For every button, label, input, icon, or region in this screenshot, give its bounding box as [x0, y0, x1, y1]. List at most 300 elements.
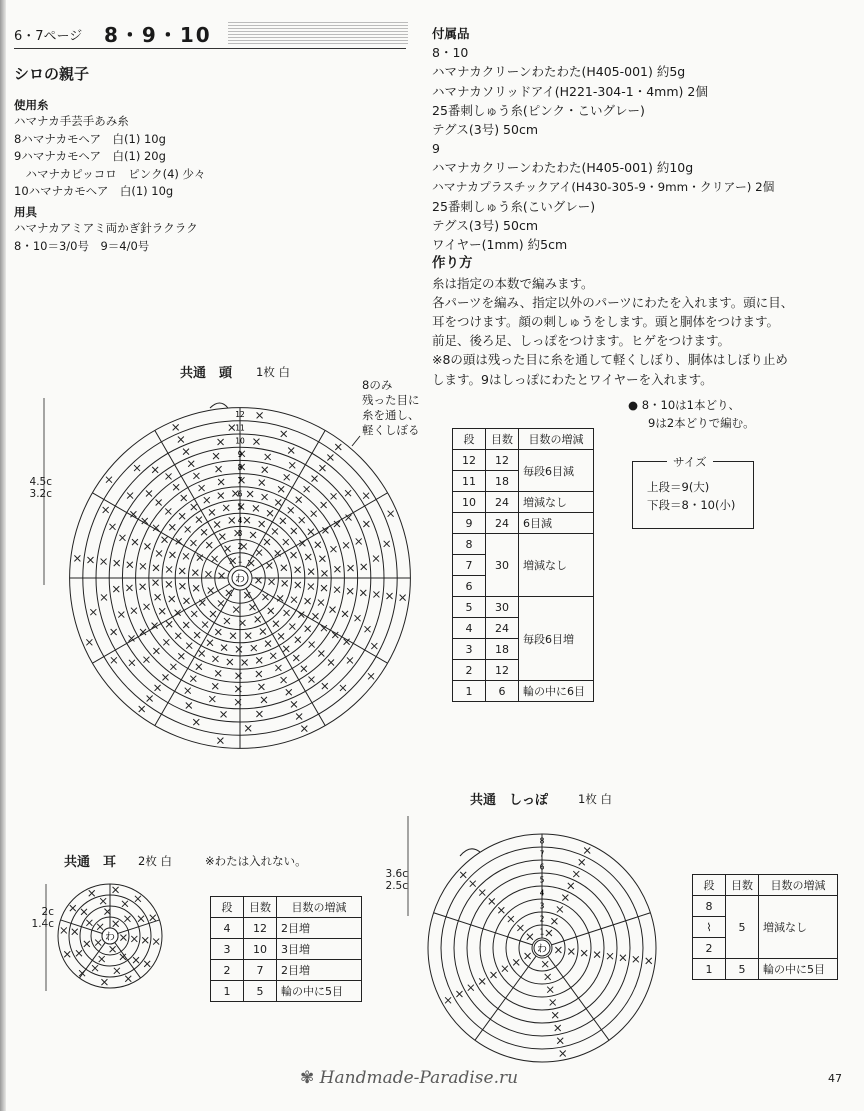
table-cell: 2 — [453, 660, 486, 681]
pattern-numbers: 8・9・10 — [104, 23, 212, 47]
tools-line: 8・10＝3/0号 9＝4/0号 — [14, 238, 150, 253]
magic-ring-label: わ — [105, 932, 115, 943]
head-dim-large: 4.5c — [29, 476, 52, 488]
single-crochet-symbol — [101, 594, 107, 600]
tools-heading: 用具 — [14, 205, 37, 219]
table-cell: 6 — [486, 681, 519, 702]
single-crochet-symbol — [513, 959, 519, 965]
method-line: 前足、後ろ足、しっぽをつけます。ヒゲをつけます。 — [432, 333, 731, 349]
accessory-line: ハマナカクリーンわたわた(H405-001) 約10g — [432, 160, 694, 176]
single-crochet-symbol — [275, 665, 281, 671]
head-note-line: 8のみ — [362, 378, 393, 392]
row-number-label: 1 — [539, 927, 545, 937]
strands-note — [628, 396, 755, 432]
single-crochet-symbol — [84, 941, 90, 947]
single-crochet-symbol — [305, 626, 311, 632]
single-crochet-symbol — [134, 465, 140, 471]
single-crochet-symbol — [139, 706, 145, 712]
single-crochet-symbol — [101, 559, 107, 565]
spoke-line — [92, 584, 229, 663]
table-cell: 8 — [693, 896, 726, 917]
single-crochet-symbol — [127, 562, 133, 568]
head-note-line: 糸を通し、 — [362, 408, 420, 422]
table-cell: 12 — [486, 450, 519, 471]
single-crochet-symbol — [568, 949, 574, 955]
single-crochet-symbol — [295, 637, 301, 643]
table-cell: 30 — [486, 597, 519, 618]
start-marker-arc — [210, 403, 228, 408]
accessory-line: ハマナカプラスチックアイ(H430-305-9・9mm・クリアー) 2個 — [432, 179, 775, 194]
single-crochet-symbol — [594, 952, 600, 958]
single-crochet-symbol — [79, 970, 85, 976]
pattern-title: シロの親子 — [14, 65, 90, 83]
single-crochet-symbol — [335, 444, 341, 450]
single-crochet-symbol — [261, 697, 267, 703]
single-crochet-symbol — [400, 595, 406, 601]
single-crochet-symbol — [173, 484, 179, 490]
single-crochet-symbol — [197, 555, 203, 561]
single-crochet-symbol — [244, 517, 250, 523]
row-number-label: 3 — [539, 901, 545, 911]
table-header-cell: 段 — [693, 875, 726, 896]
size-line: 上段＝9(大) — [647, 480, 710, 494]
single-crochet-symbol — [76, 950, 82, 956]
single-crochet-symbol — [268, 608, 274, 614]
single-crochet-symbol — [227, 659, 233, 665]
row-number-label: 3 — [237, 529, 243, 538]
single-crochet-symbol — [185, 526, 191, 532]
single-crochet-symbol — [140, 563, 146, 569]
single-crochet-symbol — [319, 465, 325, 471]
single-crochet-symbol — [218, 479, 224, 485]
single-crochet-symbol — [153, 939, 159, 945]
single-crochet-symbol — [153, 580, 159, 586]
single-crochet-symbol — [283, 646, 289, 652]
table-cell: 24 — [486, 492, 519, 513]
single-crochet-symbol — [555, 947, 561, 953]
single-crochet-symbol — [114, 560, 120, 566]
row-number-label: 7 — [539, 849, 545, 859]
single-crochet-symbol — [214, 521, 220, 527]
row-number-label: 5 — [539, 875, 545, 885]
page-reference: 6・7ページ — [14, 29, 83, 44]
single-crochet-symbol — [311, 511, 317, 517]
single-crochet-symbol — [284, 610, 290, 616]
single-crochet-symbol — [70, 905, 76, 911]
single-crochet-symbol — [150, 915, 156, 921]
single-crochet-symbol — [579, 859, 585, 865]
yarn-line: ハマナカピッコロ ピンク(4) 少々 — [14, 166, 206, 181]
single-crochet-symbol — [236, 646, 242, 652]
single-crochet-symbol — [247, 491, 253, 497]
single-crochet-symbol — [218, 600, 224, 606]
method-line: します。9はしっぽにわたとワイヤーを入れます。 — [432, 371, 713, 387]
single-crochet-symbol — [86, 639, 92, 645]
single-crochet-symbol — [183, 553, 189, 559]
single-crochet-symbol — [124, 916, 130, 922]
single-crochet-symbol — [155, 594, 161, 600]
single-crochet-symbol — [152, 467, 158, 473]
magic-ring-label: わ — [235, 574, 245, 585]
single-crochet-symbol — [265, 641, 271, 647]
single-crochet-symbol — [295, 582, 301, 588]
single-crochet-symbol — [291, 597, 297, 603]
single-crochet-symbol — [277, 595, 283, 601]
single-crochet-symbol — [259, 521, 265, 527]
table-header-cell: 段 — [211, 897, 244, 918]
single-crochet-symbol — [185, 688, 191, 694]
yarn-heading: 使用糸 — [14, 98, 49, 112]
table-row — [453, 534, 594, 555]
table-row — [693, 896, 838, 917]
table-cell: 18 — [486, 471, 519, 492]
single-crochet-symbol — [64, 951, 70, 957]
single-crochet-symbol — [194, 632, 200, 638]
single-crochet-symbol — [355, 615, 361, 621]
single-crochet-symbol — [584, 847, 590, 853]
table-cell: 10 — [244, 939, 277, 960]
table-row — [453, 492, 594, 513]
single-crochet-symbol — [295, 567, 301, 573]
single-crochet-symbol — [282, 580, 288, 586]
head-chart — [30, 380, 430, 760]
single-crochet-symbol — [264, 539, 270, 545]
spoke-line — [250, 493, 387, 572]
single-crochet-symbol — [142, 937, 148, 943]
single-crochet-symbol — [527, 934, 533, 940]
single-crochet-symbol — [289, 624, 295, 630]
single-crochet-symbol — [127, 493, 133, 499]
single-crochet-symbol — [517, 925, 523, 931]
accessory-line: ワイヤー(1mm) 約5cm — [432, 237, 568, 253]
single-crochet-symbol — [95, 940, 101, 946]
tools-line: ハマナカアミアミ両かぎ針ラクラク — [14, 221, 198, 235]
single-crochet-symbol — [223, 505, 229, 511]
single-crochet-symbol — [368, 673, 374, 679]
row-number-label: 4 — [539, 888, 545, 898]
single-crochet-symbol — [101, 979, 107, 985]
single-crochet-symbol — [345, 490, 351, 496]
table-cell: 6 — [453, 576, 486, 597]
single-crochet-symbol — [81, 909, 87, 915]
single-crochet-symbol — [371, 643, 377, 649]
single-crochet-symbol — [131, 608, 137, 614]
single-crochet-symbol — [260, 629, 266, 635]
table-cell: 輪の中に5目 — [759, 959, 838, 980]
single-crochet-symbol — [347, 588, 353, 594]
accessory-line: ハマナカソリッドアイ(H221-304-1・4mm) 2個 — [432, 83, 708, 99]
single-crochet-symbol — [363, 493, 369, 499]
single-crochet-symbol — [296, 497, 302, 503]
single-crochet-symbol — [212, 683, 218, 689]
table-header-row — [211, 897, 362, 918]
accessories-heading: 付属品 — [432, 26, 470, 41]
single-crochet-symbol — [229, 425, 235, 431]
single-crochet-symbol — [144, 961, 150, 967]
single-crochet-symbol — [445, 997, 451, 1003]
table-cell: 2目増 — [277, 918, 362, 939]
single-crochet-symbol — [281, 677, 287, 683]
single-crochet-symbol — [221, 711, 227, 717]
single-crochet-symbol — [199, 485, 205, 491]
head-title: 共通 頭 — [180, 366, 233, 381]
table-header-cell: 目数 — [726, 875, 759, 896]
single-crochet-symbol — [113, 921, 119, 927]
tail-count: 1枚 白 — [578, 792, 612, 806]
single-crochet-symbol — [207, 640, 213, 646]
single-crochet-symbol — [186, 643, 192, 649]
table-row — [211, 939, 362, 960]
size-box — [632, 455, 754, 529]
ear-note: ※わたは入れない。 — [205, 854, 307, 868]
accessory-line: 8・10 — [432, 45, 469, 61]
single-crochet-symbol — [328, 660, 334, 666]
row-number-label: 2 — [539, 914, 545, 924]
single-crochet-symbol — [166, 621, 172, 627]
single-crochet-symbol — [330, 546, 336, 552]
single-crochet-symbol — [196, 517, 202, 523]
head-note-line: 軽くしぼる — [362, 423, 420, 437]
single-crochet-symbol — [272, 528, 278, 534]
single-crochet-symbol — [229, 517, 235, 523]
tail-dim-large: 3.6c — [385, 868, 408, 880]
single-crochet-symbol — [242, 659, 248, 665]
table-cell: 12 — [453, 450, 486, 471]
single-crochet-symbol — [373, 591, 379, 597]
single-crochet-symbol — [100, 898, 106, 904]
strands-note-line: 8・10は1本どり、 — [641, 398, 740, 412]
single-crochet-symbol — [143, 657, 149, 663]
single-crochet-symbol — [498, 907, 504, 913]
yarn-ball-icon: ✾ — [300, 1068, 315, 1088]
single-crochet-symbol — [360, 590, 366, 596]
single-crochet-symbol — [334, 566, 340, 572]
single-crochet-symbol — [122, 901, 128, 907]
single-crochet-symbol — [581, 950, 587, 956]
single-crochet-symbol — [133, 957, 139, 963]
single-crochet-symbol — [340, 685, 346, 691]
single-crochet-symbol — [296, 713, 302, 719]
single-crochet-symbol — [186, 703, 192, 709]
single-crochet-symbol — [219, 534, 225, 540]
single-crochet-symbol — [555, 1025, 561, 1031]
single-crochet-symbol — [99, 956, 105, 962]
single-crochet-symbol — [86, 920, 92, 926]
row-number-label: 11 — [235, 423, 245, 433]
single-crochet-symbol — [103, 507, 109, 513]
single-crochet-symbol — [562, 895, 568, 901]
single-crochet-symbol — [61, 927, 67, 933]
table-row — [211, 918, 362, 939]
single-crochet-symbol — [288, 507, 294, 513]
table-cell: 5 — [244, 981, 277, 1002]
spoke-line — [552, 913, 651, 945]
table-cell: 毎段6目減 — [519, 450, 594, 492]
single-crochet-symbol — [89, 890, 95, 896]
table-cell: 輪の中に6目 — [519, 681, 594, 702]
single-crochet-symbol — [275, 500, 281, 506]
single-crochet-symbol — [193, 719, 199, 725]
accessory-line: テグス(3号) 50cm — [432, 122, 539, 138]
single-crochet-symbol — [265, 454, 271, 460]
single-crochet-symbol — [322, 683, 328, 689]
table-cell: 4 — [211, 918, 244, 939]
single-crochet-symbol — [299, 517, 305, 523]
single-crochet-symbol — [162, 537, 168, 543]
single-crochet-symbol — [257, 412, 263, 418]
single-crochet-symbol — [312, 613, 318, 619]
size-box-title: サイズ — [667, 454, 713, 470]
table-cell: 3 — [211, 939, 244, 960]
head-note-line: 残った目に — [362, 393, 420, 407]
table-cell: 毎段6目増 — [519, 597, 594, 681]
spoke-line — [61, 920, 103, 934]
single-crochet-symbol — [347, 657, 353, 663]
table-header-cell: 目数 — [244, 897, 277, 918]
header-divider — [14, 48, 406, 49]
single-crochet-symbol — [330, 607, 336, 613]
single-crochet-symbol — [256, 657, 262, 663]
single-crochet-symbol — [502, 966, 508, 972]
single-crochet-symbol — [205, 571, 211, 577]
single-crochet-symbol — [560, 1050, 566, 1056]
single-crochet-symbol — [305, 554, 311, 560]
single-crochet-symbol — [191, 504, 197, 510]
single-crochet-symbol — [301, 666, 307, 672]
table-cell: 7 — [453, 555, 486, 576]
table-cell: 増減なし — [519, 534, 594, 597]
table-row — [453, 597, 594, 618]
single-crochet-symbol — [126, 585, 132, 591]
table-header-cell: 段 — [453, 429, 486, 450]
single-crochet-symbol — [163, 639, 169, 645]
row-number-label: 8 — [539, 836, 545, 846]
single-crochet-symbol — [551, 918, 557, 924]
tail-title: 共通 しっぽ — [470, 793, 549, 808]
single-crochet-symbol — [291, 528, 297, 534]
single-crochet-symbol — [525, 953, 531, 959]
single-crochet-symbol — [213, 453, 219, 459]
table-cell: 30 — [486, 534, 519, 597]
single-crochet-symbol — [192, 570, 198, 576]
single-crochet-symbol — [193, 473, 199, 479]
accessory-line: 25番刺しゅう糸(こいグレー) — [432, 198, 596, 214]
single-crochet-symbol — [468, 985, 474, 991]
method-line: 各パーツを編み、指定以外のパーツにわたを入れます。頭に目、 — [432, 294, 794, 310]
single-crochet-symbol — [245, 633, 251, 639]
single-crochet-symbol — [343, 542, 349, 548]
single-crochet-symbol — [286, 689, 292, 695]
table-cell: 輪の中に5目 — [277, 981, 362, 1002]
row-number-label: 8 — [237, 463, 243, 472]
table-cell: 12 — [486, 660, 519, 681]
single-crochet-symbol — [132, 539, 138, 545]
single-crochet-symbol — [153, 648, 159, 654]
single-crochet-symbol — [542, 961, 548, 967]
single-crochet-symbol — [508, 916, 514, 922]
yarn-line: ハマナカ手芸手あみ糸 — [14, 114, 129, 128]
table-cell: 18 — [486, 639, 519, 660]
single-crochet-symbol — [109, 524, 115, 530]
single-crochet-symbol — [256, 550, 262, 556]
method-line: ※8の頭は残った目に糸を通して軽くしぼり、胴体はしぼり止め — [432, 352, 788, 368]
single-crochet-symbol — [178, 437, 184, 443]
spoke-line — [246, 430, 325, 567]
single-crochet-symbol — [159, 608, 165, 614]
single-crochet-symbol — [169, 552, 175, 558]
single-crochet-symbol — [72, 929, 78, 935]
single-crochet-symbol — [175, 633, 181, 639]
table-cell: 増減なし — [519, 492, 594, 513]
single-crochet-symbol — [552, 1012, 558, 1018]
single-crochet-symbol — [278, 633, 284, 639]
single-crochet-symbol — [166, 473, 172, 479]
single-crochet-symbol — [120, 935, 126, 941]
single-crochet-symbol — [114, 968, 120, 974]
table-cell: 1 — [693, 959, 726, 980]
single-crochet-symbol — [267, 510, 273, 516]
spoke-line — [155, 588, 234, 725]
single-crochet-symbol — [110, 946, 116, 952]
single-crochet-symbol — [106, 477, 112, 483]
single-crochet-symbol — [156, 550, 162, 556]
single-crochet-symbol — [557, 906, 563, 912]
single-crochet-symbol — [547, 987, 553, 993]
table-cell: 4 — [453, 618, 486, 639]
tail-dim-small: 2.5c — [385, 880, 408, 892]
single-crochet-symbol — [270, 653, 276, 659]
single-crochet-symbol — [146, 490, 152, 496]
table-cell: 5 — [726, 896, 759, 959]
single-crochet-symbol — [204, 497, 210, 503]
single-crochet-symbol — [309, 642, 315, 648]
single-crochet-symbol — [233, 607, 239, 613]
table-cell: 12 — [244, 918, 277, 939]
single-crochet-symbol — [74, 555, 80, 561]
single-crochet-symbol — [144, 604, 150, 610]
table-cell: 9 — [453, 513, 486, 534]
single-crochet-symbol — [212, 656, 218, 662]
single-crochet-symbol — [573, 871, 579, 877]
ear-title: 共通 耳 — [64, 855, 117, 870]
single-crochet-symbol — [278, 486, 284, 492]
single-crochet-symbol — [217, 738, 223, 744]
single-crochet-symbol — [620, 955, 626, 961]
single-crochet-symbol — [156, 499, 162, 505]
single-crochet-symbol — [262, 467, 268, 473]
single-crochet-symbol — [225, 546, 231, 552]
table-cell: 3 — [453, 639, 486, 660]
single-crochet-symbol — [387, 593, 393, 599]
single-crochet-symbol — [460, 872, 466, 878]
head-table — [452, 428, 594, 702]
single-crochet-symbol — [546, 930, 552, 936]
single-crochet-symbol — [256, 671, 262, 677]
table-cell: 2目増 — [277, 960, 362, 981]
strands-note-line: 9は2本どりで編む。 — [648, 416, 755, 430]
single-crochet-symbol — [348, 565, 354, 571]
single-crochet-symbol — [188, 461, 194, 467]
single-crochet-symbol — [179, 568, 185, 574]
table-cell: 7 — [244, 960, 277, 981]
single-crochet-symbol — [321, 570, 327, 576]
yarn-line: 9ハマナカモヘア 白(1) 20g — [14, 149, 166, 163]
table-cell: 2 — [693, 938, 726, 959]
single-crochet-symbol — [283, 539, 289, 545]
table-cell: 24 — [486, 513, 519, 534]
single-crochet-symbol — [315, 542, 321, 548]
page-number: 47 — [828, 1072, 842, 1085]
